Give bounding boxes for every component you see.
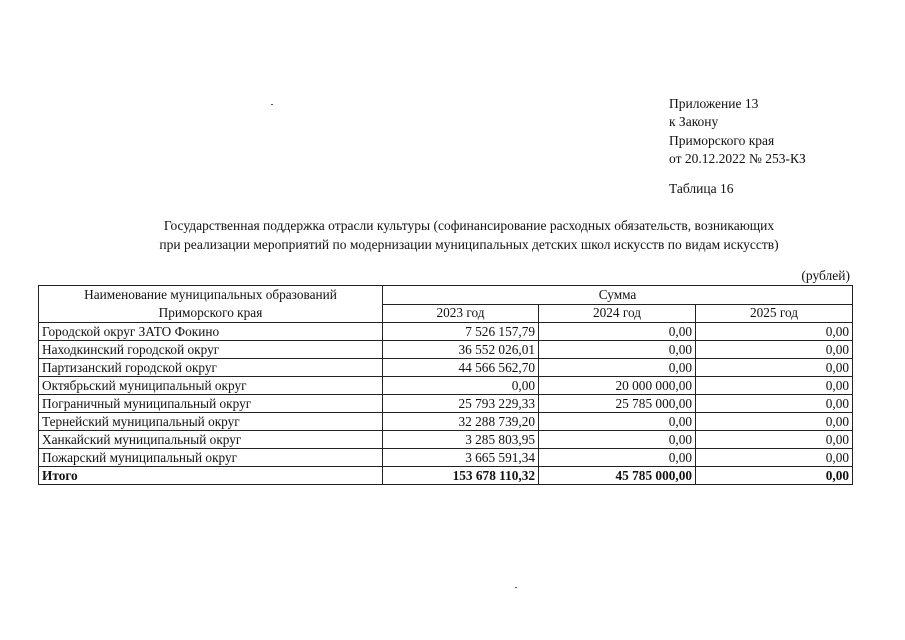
units-label: (рублей) — [801, 268, 850, 283]
appendix-line: от 20.12.2022 № 253-КЗ — [669, 150, 806, 166]
amount-2025: 0,00 — [696, 431, 853, 449]
municipality-name: Городской округ ЗАТО Фокино — [39, 323, 383, 341]
amount-2025: 0,00 — [696, 359, 853, 377]
amount-2023: 25 793 229,33 — [383, 395, 539, 413]
amount-2025: 0,00 — [696, 341, 853, 359]
amount-2024: 0,00 — [539, 431, 696, 449]
amount-2023: 3 665 591,34 — [383, 449, 539, 467]
amount-2024: 20 000 000,00 — [539, 377, 696, 395]
appendix-line: к Закону — [669, 114, 719, 130]
appendix-line: Приложение 13 — [669, 96, 759, 111]
table-row — [39, 413, 853, 431]
heading-line: при реализации мероприятий по модернизации муниципальных детских школ искусств по видам искусств) — [159, 236, 779, 252]
total-2025: 0,00 — [696, 467, 853, 485]
header-year-2025: 2025 год — [696, 304, 853, 323]
header-name-line: Наименование муниципальных образований — [84, 287, 337, 302]
municipality-name: Пожарский муниципальный округ — [39, 449, 383, 467]
table-row — [39, 359, 853, 377]
appendix-block — [669, 95, 806, 168]
amount-2023: 3 285 803,95 — [383, 431, 539, 449]
header-year-2024: 2024 год — [539, 304, 696, 323]
header-name-line: Приморского края — [158, 305, 263, 320]
scan-speck — [515, 587, 517, 588]
header-year-2023: 2023 год — [383, 304, 539, 323]
amount-2024: 0,00 — [539, 413, 696, 431]
table-header-row — [39, 286, 853, 305]
header-sum: Сумма — [383, 286, 853, 305]
table-row — [39, 341, 853, 359]
amount-2025: 0,00 — [696, 377, 853, 395]
total-2024: 45 785 000,00 — [539, 467, 696, 485]
amount-2023: 44 566 562,70 — [383, 359, 539, 377]
amount-2023: 32 288 739,20 — [383, 413, 539, 431]
funding-table — [38, 285, 853, 485]
table-total-row — [39, 467, 853, 485]
municipality-name: Тернейский муниципальный округ — [39, 413, 383, 431]
amount-2023: 0,00 — [383, 377, 539, 395]
table-row — [39, 395, 853, 413]
header-municipality — [39, 286, 383, 323]
amount-2025: 0,00 — [696, 449, 853, 467]
amount-2025: 0,00 — [696, 323, 853, 341]
amount-2023: 7 526 157,79 — [383, 323, 539, 341]
table-row — [39, 431, 853, 449]
amount-2023: 36 552 026,01 — [383, 341, 539, 359]
heading-line: Государственная поддержка отрасли культуры (софинансирование расходных обязательств, возникающих — [163, 218, 775, 233]
amount-2025: 0,00 — [696, 413, 853, 431]
amount-2024: 25 785 000,00 — [539, 395, 696, 413]
appendix-line: Приморского края — [669, 132, 775, 148]
table-row — [39, 323, 853, 341]
municipality-name: Ханкайский муниципальный округ — [39, 431, 383, 449]
amount-2024: 0,00 — [539, 359, 696, 377]
municipality-name: Находкинский городской округ — [39, 341, 383, 359]
scan-speck — [271, 104, 273, 105]
table-row — [39, 449, 853, 467]
municipality-name: Партизанский городской округ — [39, 359, 383, 377]
total-2023: 153 678 110,32 — [383, 467, 539, 485]
table-row — [39, 377, 853, 395]
amount-2025: 0,00 — [696, 395, 853, 413]
amount-2024: 0,00 — [539, 449, 696, 467]
table-number: Таблица 16 — [669, 181, 734, 196]
document-heading — [40, 217, 898, 254]
municipality-name: Пограничный муниципальный округ — [39, 395, 383, 413]
amount-2024: 0,00 — [539, 323, 696, 341]
total-label: Итого — [39, 467, 383, 485]
amount-2024: 0,00 — [539, 341, 696, 359]
municipality-name: Октябрьский муниципальный округ — [39, 377, 383, 395]
